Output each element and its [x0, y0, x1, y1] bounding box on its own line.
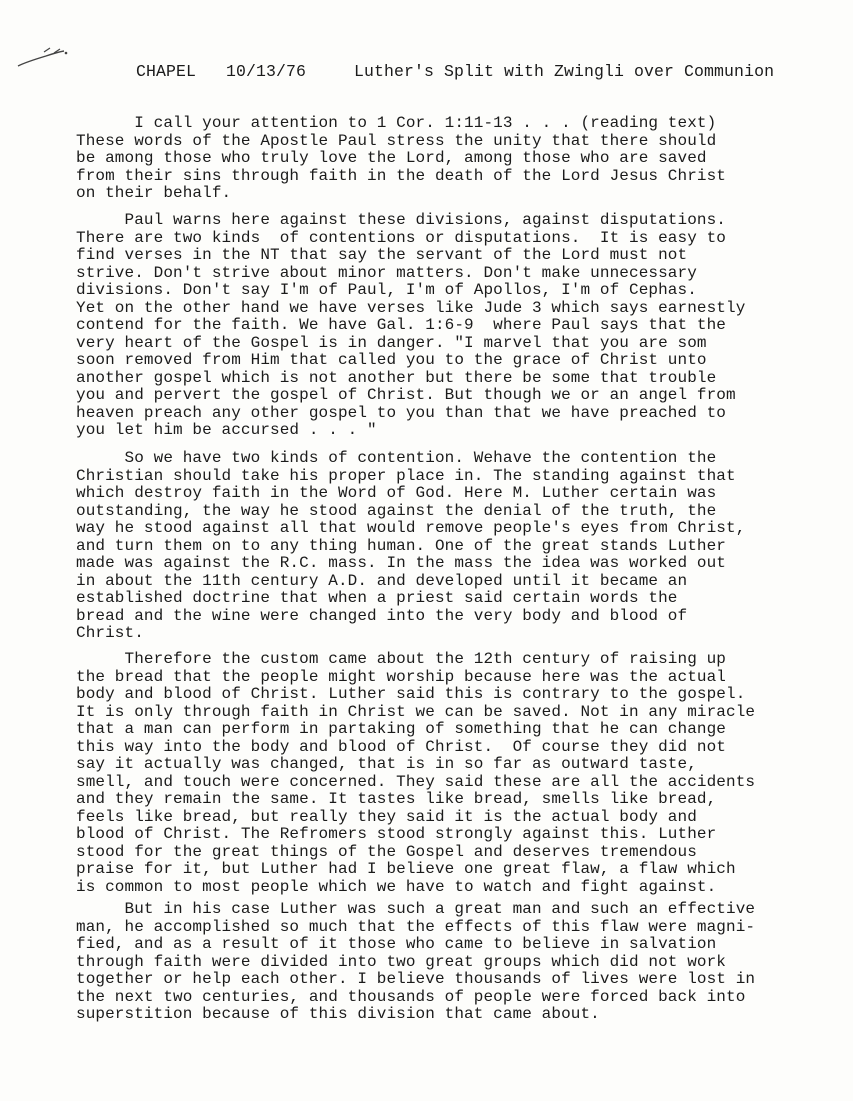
text-line: made was against the R.C. mass. In the mass the idea was worked out: [76, 554, 727, 572]
header-title: Luther's Split with Zwingli over Communion: [354, 62, 775, 81]
text-line: smell, and touch were concerned. They said these are all the accidents: [76, 772, 756, 791]
text-line: be among those who truly love the Lord, among those who are saved: [76, 149, 707, 167]
text-line: bread and the wine were changed into the very body and blood of: [76, 606, 688, 625]
text-line: Therefore the custom came about the 12th century of raising up: [76, 650, 727, 668]
paragraph-1: [76, 115, 796, 203]
text-line: contend for the faith. We have Gal. 1:6-9 where Paul says that the: [76, 316, 727, 334]
text-line: established doctrine that when a priest said certain words the: [76, 589, 678, 607]
document-header: [136, 62, 836, 82]
text-line: feels like bread, but really they said it is the actual body and: [76, 807, 697, 826]
paragraph-5: [76, 901, 796, 1024]
text-line: superstition because of this division that came about.: [76, 1005, 600, 1023]
text-line: strive. Don't strive about minor matters. Don't make unnecessary: [76, 263, 697, 282]
text-line: stood for the great things of the Gospel and deserves tremendous: [76, 842, 697, 861]
text-line: together or help each other. I believe thousands of lives were lost in: [76, 970, 756, 988]
text-line: very heart of the Gospel is in danger. "I marvel that you are som: [76, 333, 707, 352]
text-line: Yet on the other hand we have verses like Jude 3 which says earnestly: [76, 298, 746, 317]
text-line: find verses in the NT that say the servant of the Lord must not: [76, 246, 688, 264]
text-line: soon removed from Him that called you to the grace of Christ unto: [76, 351, 707, 369]
text-line: body and blood of Christ. Luther said this is contrary to the gospel.: [76, 685, 746, 703]
text-line: say it actually was changed, that is in so far as outward taste,: [76, 755, 697, 773]
text-line: which destroy faith in the Word of God. Here M. Luther certain was: [76, 484, 717, 502]
text-line: another gospel which is not another but there be some that trouble: [76, 368, 717, 387]
text-line: I call your attention to 1 Cor. 1:11-13 . . . (reading text): [76, 114, 717, 132]
text-line: There are two kinds of contentions or disputations. It is easy to: [76, 228, 727, 247]
text-line: you let him be accursed . . . ": [76, 421, 377, 439]
text-line: and turn them on to any thing human. One of the great stands Luther: [76, 536, 727, 555]
text-line: But in his case Luther was such a great man and such an effective: [76, 900, 756, 918]
text-line: blood of Christ. The Refromers stood strongly against this. Luther: [76, 825, 717, 843]
text-line: These words of the Apostle Paul stress the unity that there should: [76, 131, 717, 150]
text-line: fied, and as a result of it those who came to believe in salvation: [76, 935, 717, 953]
text-line: is common to most people which we have to watch and fight against.: [76, 877, 717, 896]
text-line: you and pervert the gospel of Christ. But though we or an angel from: [76, 386, 736, 404]
text-line: and they remain the same. It tastes like bread, smells like bread,: [76, 790, 717, 808]
text-line: It is only through faith in Christ we can be saved. Not in any miracle: [76, 702, 756, 721]
pen-mark-icon: [14, 44, 70, 72]
paragraph-3: [76, 450, 796, 643]
text-line: So we have two kinds of contention. Wehave the contention the: [76, 449, 717, 467]
paragraph-2: [76, 212, 796, 440]
text-line: man, he accomplished so much that the effects of this flaw were magni-: [76, 917, 756, 936]
text-line: Christian should take his proper place in. The standing against that: [76, 466, 736, 485]
text-line: praise for it, but Luther had I believe one great flaw, a flaw which: [76, 860, 736, 878]
text-line: in about the 11th century A.D. and developed until it became an: [76, 571, 688, 590]
text-line: on their behalf.: [76, 184, 232, 202]
text-line: Christ.: [76, 624, 144, 642]
header-date: 10/13/76: [226, 62, 307, 81]
text-line: Paul warns here against these divisions, against disputations.: [76, 211, 727, 229]
text-line: divisions. Don't say I'm of Paul, I'm of Apollos, I'm of Cephas.: [76, 281, 697, 299]
paragraph-4: [76, 651, 796, 896]
text-line: that a man can perform in partaking of something that he can change: [76, 720, 727, 738]
text-line: way he stood against all that would remove people's eyes from Christ,: [76, 519, 746, 537]
text-line: through faith were divided into two great groups which did not work: [76, 952, 727, 971]
header-chapel: CHAPEL: [136, 62, 197, 81]
text-line: the bread that the people might worship because here was the actual: [76, 667, 727, 686]
text-line: this way into the body and blood of Christ. Of course they did not: [76, 737, 727, 756]
text-line: heaven preach any other gospel to you than that we have preached to: [76, 403, 727, 422]
text-line: outstanding, the way he stood against the denial of the truth, the: [76, 501, 717, 520]
text-line: from their sins through faith in the death of the Lord Jesus Christ: [76, 166, 727, 185]
text-line: the next two centuries, and thousands of people were forced back into: [76, 987, 746, 1006]
